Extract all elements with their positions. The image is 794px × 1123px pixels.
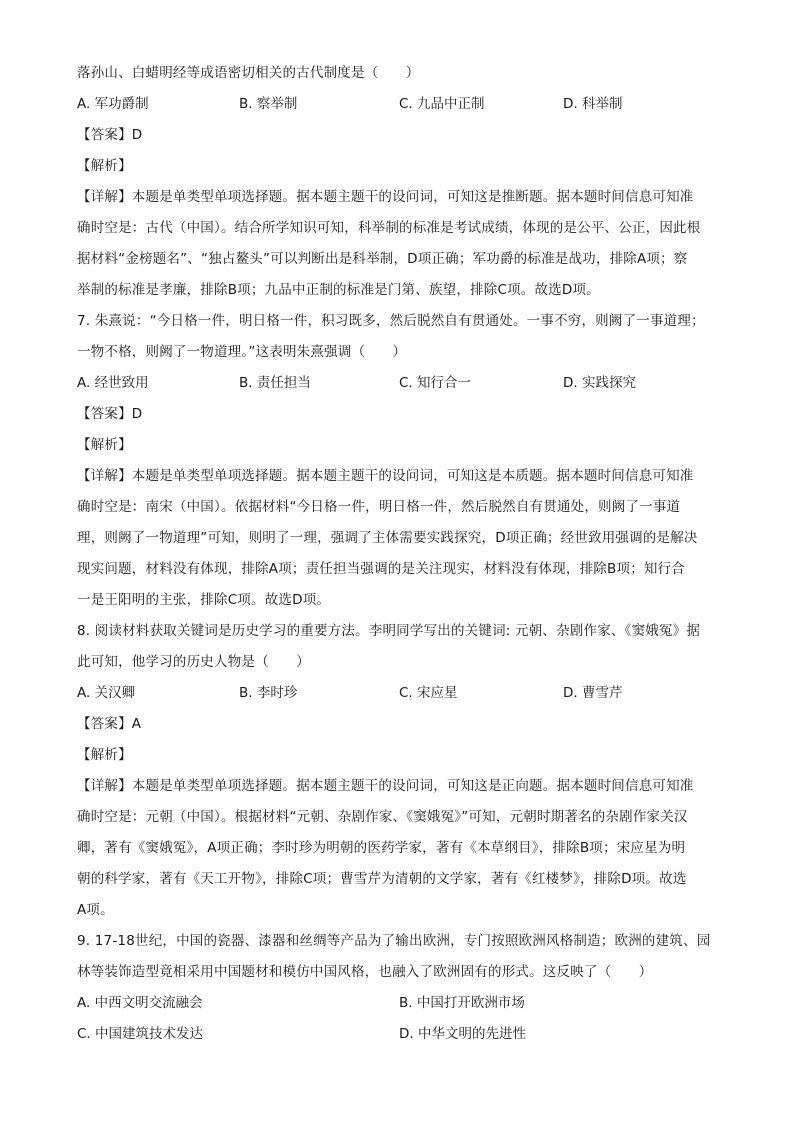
detail-line: 确时空是：元朝（中国）。根据材料“元朝、杂剧作家、《窦娥冤》”可知，元朝时期著名的杂剧作家关汉 [77, 809, 688, 825]
question-8 [77, 616, 717, 926]
detail-line: 【详解】本题是单类型单项选择题。据本题主题干的设问词，可知这是本质题。据本题时间信息可知准 [77, 468, 694, 484]
analysis-heading: 【解析】 [77, 437, 132, 453]
option-c: C. 九品中正制 [399, 96, 485, 112]
answer-line: 【答案】A [77, 716, 142, 732]
option-a: A. 军功爵制 [77, 96, 149, 112]
answer-line: 【答案】D [77, 127, 143, 143]
option-d: D. 中华文明的先进性 [399, 1026, 526, 1042]
question-stem: 7. 朱熹说：“今日格一件，明日格一件，积习既多，然后脱然自有贯通处。一事不穷，则阙了一事道理； [77, 313, 705, 329]
option-b: B. 李时珍 [239, 685, 298, 701]
option-a: A. 关汉卿 [77, 685, 136, 701]
options-row [77, 1019, 717, 1050]
option-a: A. 经世致用 [77, 375, 149, 391]
detail-line: A项。 [77, 902, 114, 918]
option-c: C. 中国建筑技术发达 [77, 1026, 204, 1042]
detail-line: 理，则阙了一物道理”可知，则明了一理，强调了主体需要实践探究，D项正确；经世致用强调的是解决 [77, 530, 698, 546]
detail-line: 现实问题，材料没有体现，排除A项；责任担当强调的是关注现实，材料没有体现，排除B项；知行合 [77, 561, 685, 577]
question-stem: 一物不格，则阙了一物道理。”这表明朱熹强调（ ） [77, 344, 407, 360]
options-row [77, 89, 717, 120]
question-9 [77, 926, 717, 1050]
option-c: C. 知行合一 [399, 375, 472, 391]
answer-line: 【答案】D [77, 406, 143, 422]
document-page [77, 58, 717, 1050]
question-stem: 8. 阅读材料获取关键词是历史学习的重要方法。李明同学写出的关键词: 元朝、杂剧作家、《窦娥冤》据 [77, 623, 701, 639]
analysis-heading: 【解析】 [77, 158, 132, 174]
option-d: D. 曹雪芹 [563, 685, 623, 701]
option-a: A. 中西文明交流融会 [77, 995, 203, 1011]
detail-line: 据材料“金榜题名”、“独占鳌头”可以判断出是科举制，D项正确；军功爵的标准是战功，排除A项；察 [77, 251, 688, 267]
question-stem: 落孙山、白蜡明经等成语密切相关的古代制度是（ ） [77, 65, 420, 81]
question-stem: 9. 17-18世纪，中国的瓷器、漆器和丝绸等产品为了输出欧洲，专门按照欧洲风格制造；欧洲的建筑、园 [77, 933, 711, 949]
detail-line: 卿，著有《窦娥冤》，A项正确；李时珍为明朝的医药学家，著有《本草纲目》，排除B项；宋应星为明 [77, 840, 686, 856]
detail-line: 一是王阳明的主张，排除C项。故选D项。 [77, 592, 331, 608]
option-b: B. 中国打开欧洲市场 [399, 995, 525, 1011]
options-row [77, 988, 717, 1019]
detail-line: 【详解】本题是单类型单项选择题。据本题主题干的设问词，可知这是推断题。据本题时间信息可知准 [77, 189, 694, 205]
detail-paragraph [77, 182, 717, 306]
question-7 [77, 306, 717, 616]
options-row [77, 678, 717, 709]
option-d: D. 实践探究 [563, 375, 636, 391]
detail-paragraph [77, 771, 717, 926]
option-b: B. 察举制 [239, 96, 298, 112]
option-b: B. 责任担当 [239, 375, 311, 391]
detail-line: 朝的科学家，著有《天工开物》，排除C项；曹雪芹为清朝的文学家，著有《红楼梦》，排除D项。故选 [77, 871, 687, 887]
detail-line: 确时空是：古代（中国）。结合所学知识可知，科举制的标准是考试成绩，体现的是公平、公正，因此根 [77, 220, 701, 236]
options-row [77, 368, 717, 399]
option-d: D. 科举制 [563, 96, 623, 112]
question-stem: 此可知，他学习的历史人物是（ ） [77, 654, 310, 670]
analysis-heading: 【解析】 [77, 747, 132, 763]
option-c: C. 宋应星 [399, 685, 458, 701]
detail-paragraph [77, 461, 717, 616]
detail-line: 确时空是：南宋（中国）。依据材料“今日格一件，明日格一件，然后脱然自有贯通处，则阙了一事道 [77, 499, 681, 515]
detail-line: 举制的标准是孝廉，排除B项；九品中正制的标准是门第、族望，排除C项。故选D项。 [77, 282, 600, 298]
question-stem: 林等装饰造型竟相采用中国题材和模仿中国风格，也融入了欧洲固有的形式。这反映了（ ） [77, 964, 653, 980]
detail-line: 【详解】本题是单类型单项选择题。据本题主题干的设问词，可知这是正向题。据本题时间信息可知准 [77, 778, 694, 794]
question-6 [77, 58, 717, 306]
